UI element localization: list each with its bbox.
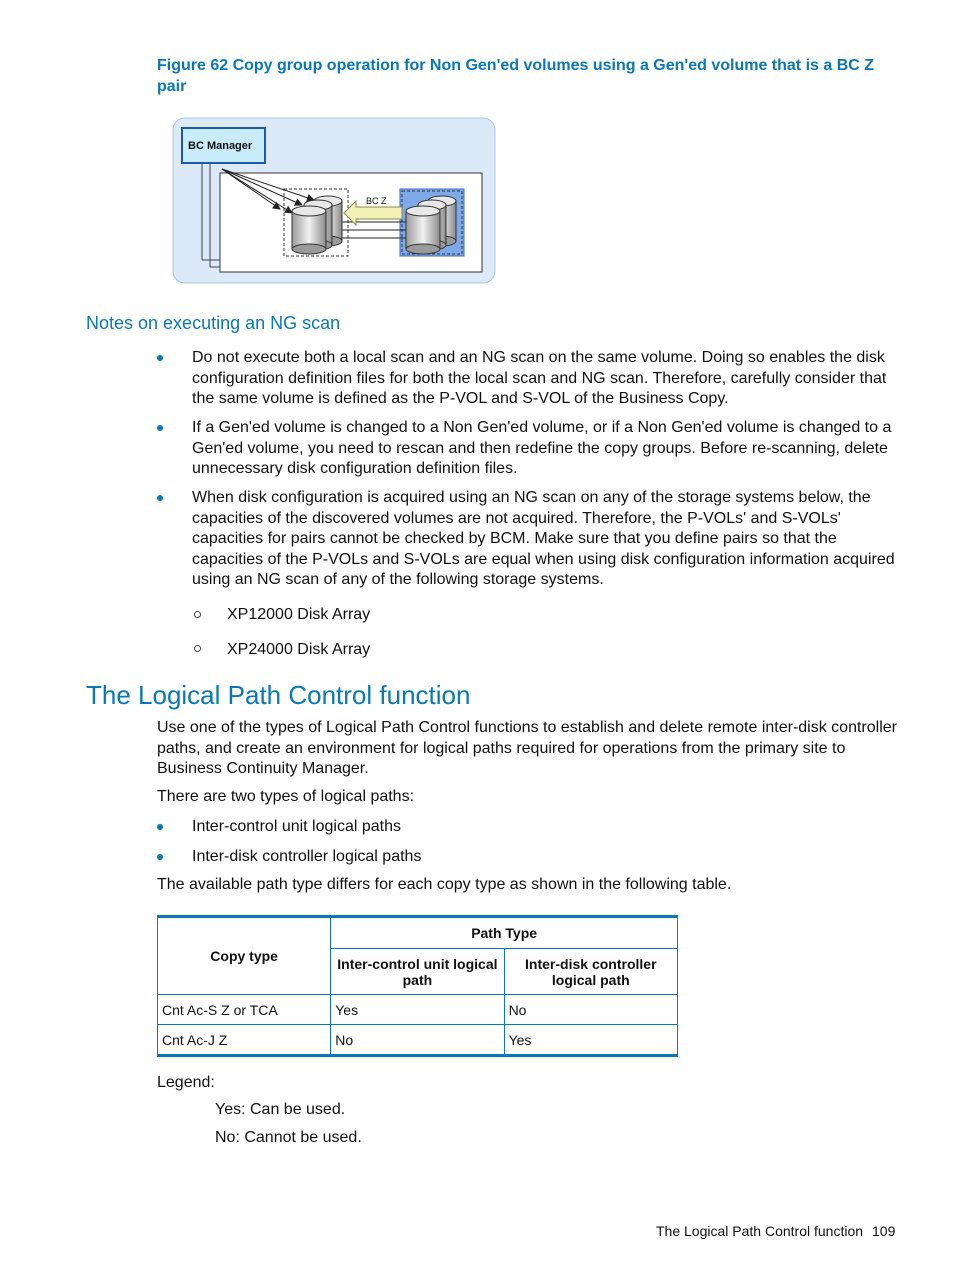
cell-inter-control-unit: Yes <box>331 995 504 1025</box>
section-title-notes: Notes on executing an NG scan <box>86 313 341 333</box>
cell-inter-disk-controller: No <box>504 995 677 1025</box>
header-inter-control-unit: Inter-control unit logical path <box>331 949 504 995</box>
copy-group-diagram <box>172 117 496 285</box>
footer-title: The Logical Path Control function <box>656 1223 864 1239</box>
table-row <box>158 1025 678 1056</box>
header-inter-disk-controller: Inter-disk controller logical path <box>504 949 677 995</box>
paragraph-types-intro: There are two types of logical paths: <box>157 788 415 805</box>
bc-z-label: BC Z <box>366 196 387 206</box>
header-copy-type: Copy type <box>158 917 331 995</box>
bullet-dot <box>157 824 163 830</box>
cell-inter-disk-controller: Yes <box>504 1025 677 1056</box>
bullet-dot <box>157 495 163 501</box>
section-title-logical-path-control: The Logical Path Control function <box>86 680 471 710</box>
list-item: Inter-disk controller logical paths <box>192 848 422 865</box>
figure-caption: Figure 62 Copy group operation for Non Gen'ed volumes using a Gen'ed volume that is a BC Z pair <box>157 57 875 95</box>
legend-item-yes: Yes: Can be used. <box>215 1101 346 1118</box>
figure-diagram <box>172 117 496 285</box>
table-row <box>158 995 678 1025</box>
cell-copy-type: Cnt Ac-J Z <box>158 1025 331 1056</box>
bullet-dot <box>157 425 163 431</box>
table-header-row <box>158 917 678 949</box>
legend-label: Legend: <box>157 1074 215 1091</box>
path-type-table <box>157 915 678 1057</box>
page-number: 109 <box>872 1223 896 1239</box>
cell-copy-type: Cnt Ac-S Z or TCA <box>158 995 331 1025</box>
header-path-type: Path Type <box>331 917 678 949</box>
sub-bullet <box>194 645 201 652</box>
cell-inter-control-unit: No <box>331 1025 504 1056</box>
sub-list-item: XP12000 Disk Array <box>227 606 371 623</box>
list-item: If a Gen'ed volume is changed to a Non Gen'ed volume, or if a Non Gen'ed volume is changed to a Gen'ed volume, you need to rescan and then redefine the copy groups. Before re-scanning, delete unnecessary disk configuration definition files. <box>192 419 892 477</box>
sub-bullet <box>194 611 201 618</box>
list-item: Do not execute both a local scan and an NG scan on the same volume. Doing so enables the disk configuration definition files for both the local scan and NG scan. Therefore, carefully consider that the same volume is defined as the P-VOL and S-VOL of the Business Copy. <box>192 349 887 407</box>
bc-manager-label: BC Manager <box>188 140 253 152</box>
bullet-dot <box>157 355 163 361</box>
bullet-dot <box>157 854 163 860</box>
list-item: Inter-control unit logical paths <box>192 818 401 835</box>
paragraph-intro: Use one of the types of Logical Path Control functions to establish and delete remote inter-disk controller paths, and create an environment for logical paths required for operations from the primary site to Business Continuity Manager. <box>157 719 897 777</box>
legend-item-no: No: Cannot be used. <box>215 1129 362 1146</box>
paragraph-table-intro: The available path type differs for each copy type as shown in the following table. <box>157 876 732 893</box>
list-item: When disk configuration is acquired using an NG scan on any of the storage systems below, the capacities of the discovered volumes are not acquired. Therefore, the P-VOLs' and S-VOLs' capacities for pairs cannot be checked by BCM. Make sure that you define pairs so that the capacities of the P-VOLs and S-VOLs are equal when using disk configuration information acquired using an NG scan of any of the following storage systems. <box>192 489 895 588</box>
sub-list-item: XP24000 Disk Array <box>227 641 371 658</box>
